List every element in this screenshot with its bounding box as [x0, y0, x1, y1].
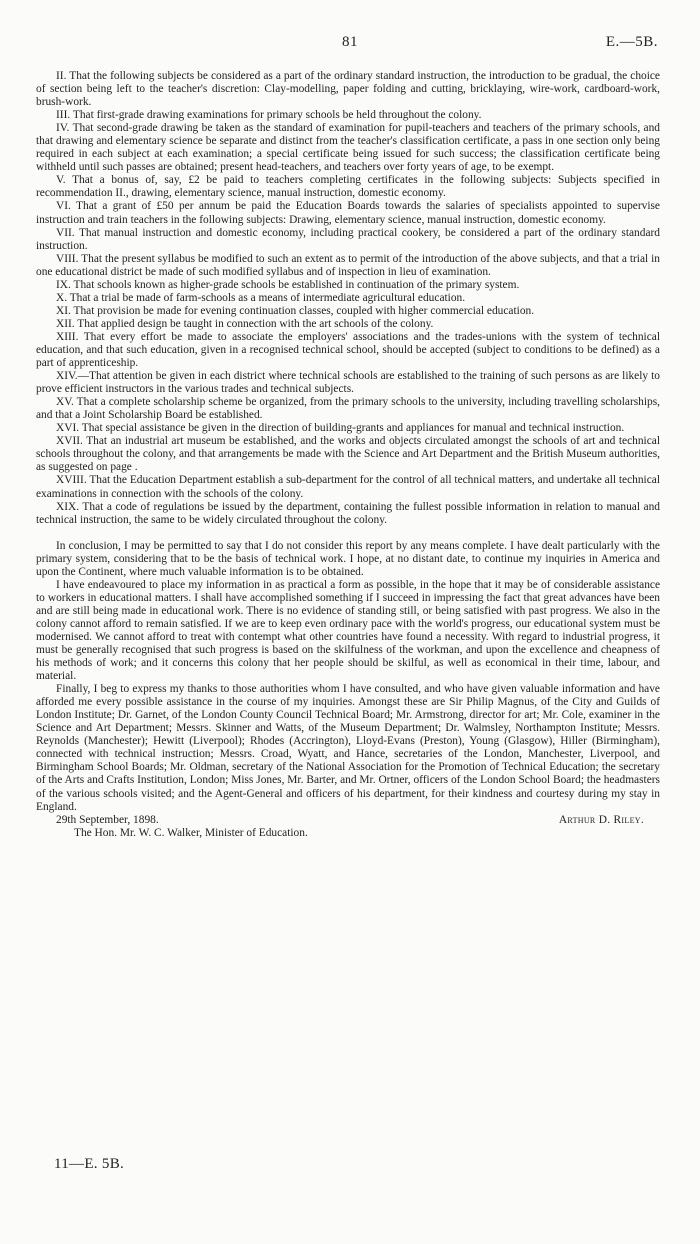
- acknowledgements-paragraph: Finally, I beg to express my thanks to those authorities whom I have consulted, and who have given valuable information and have afforded me every possible assistance in the course of my inquiries. Amongst these are Sir Philip Magnus, of the City and Guilds of London Institute; Dr. Garnet, of the London County Council Technical Board; Mr. Armstrong, director for art; Mr. Cole, examiner in the Science and Art Department; Messrs. Skinner and Watts, of the Museum Department; Dr. Walmsley, Northampton Institute; Messrs. Reynolds (Manchester); Hewitt (Liverpool); Rhodes (Accrington), Lloyd-Evans (Preston), Young (Glasgow), Hiller (Birmingham), connected with technical instruction; Messrs. Croad, Wyatt, and Hance, secretaries of the London, Manchester, Liverpool, and Birmingham School Boards; Mr. Oldman, secretary of the National Association for the Promotion of Technical Education; the secretary of the Arts and Crafts Institution, London; Miss Jones, Mr. Barter, and Mr. Ortner, officers of the London School Board; the headmasters of the various schools visited; and the Agent-General and officers of his department, for their kindness and courtesy during my stay in England.: [36, 683, 660, 813]
- recommendation-15: XV. That a complete scholarship scheme be organized, from the primary schools to the university, including travelling scholarships, and that a Joint Scholarship Board be established.: [36, 396, 660, 422]
- page-number: 81: [342, 34, 358, 50]
- conclusion-section: [36, 540, 660, 814]
- letter-date: 29th September, 1898.: [56, 813, 159, 826]
- recommendation-10: X. That a trial be made of farm-schools as a means of intermediate agricultural education.: [56, 291, 466, 304]
- recommendation-5: V. That a bonus of, say, £2 be paid to teachers completing certificates in the following subjects: Subjects specified in recommendation II., drawing, elementary science, manual instruction, domestic economy.: [36, 174, 660, 200]
- recommendation-17: XVII. That an industrial art museum be established, and the works and objects circulated amongst the schools of art and technical schools throughout the colony, and that arrangements be made with the Science and Art Department and the British Museum authorities, as suggested on page .: [36, 435, 660, 474]
- recommendations-list: [36, 70, 660, 527]
- recommendation-13: XIII. That every effort be made to associate the employers' associations and the trades-unions with the system of technical education, and that such education, given in a recognised technical school, should be accepted (subject to conditions to be defined) as a part of apprenticeship.: [36, 330, 660, 370]
- author-signature: Arthur D. Riley.: [558, 813, 644, 826]
- recommendation-4: IV. That second-grade drawing be taken as the standard of examination for pupil-teachers and teachers of the primary schools, and that drawing and elementary science be separate and distinct from the teacher's classification certificate, a pass in one section only being required in each subject at each examination; a special certificate being issued for such success; the classification certificate being withheld until such passes are obtained; present head-teachers, and teachers over forty years of age, to be exempt.: [36, 122, 660, 174]
- conclusion-paragraph: I have endeavoured to place my information in as practical a form as possible, in the hope that it may be of considerable assistance to workers in educational matters. I shall have accomplished something if I succeed in impressing the fact that great advances have been and are still being made in educational work. There is no evidence of standing still, or being satisfied with past progress. We also in the colony cannot afford to remain satisfied. If we are to keep even ordinary pace with the world's progress, our educational system must be modernised. We cannot afford to treat with contempt what other countries have found a necessity. With regard to industrial progress, it must be generally recognised that such progress is based on the skilfulness of the workman, and upon the excellence and cheapness of his methods of work; and it concerns this colony that her people should be skilful, as well as economical in their time, labour, and material.: [36, 578, 660, 683]
- signoff: [36, 814, 660, 827]
- recommendation-9: IX. That schools known as higher-grade schools be established in continuation of the primary system.: [56, 278, 520, 291]
- recommendation-3: III. That first-grade drawing examinations for primary schools be held throughout the colony.: [56, 109, 482, 122]
- recommendation-18: XVIII. That the Education Department establish a sub-department for the control of all technical matters, and undertake all technical examinations in connection with the schools of the colony.: [36, 474, 660, 500]
- footer-signature-mark: 11—E. 5B.: [54, 1156, 125, 1172]
- recommendation-7: VII. That manual instruction and domestic economy, including practical cookery, be considered a part of the ordinary standard instruction.: [36, 226, 660, 252]
- section-spacer: [36, 527, 660, 540]
- recommendation-8: VIII. That the present syllabus be modified to such an extent as to permit of the introduction of the above subjects, and that a trial in one educational district be made of such modified syllabus and of inspection in lieu of examination.: [36, 252, 660, 278]
- recommendation-19: XIX. That a code of regulations be issued by the department, containing the fullest possible information in relation to manual and technical instruction, the same to be widely circulated throughout the colony.: [36, 500, 660, 526]
- recommendation-6: VI. That a grant of £50 per annum be paid the Education Boards towards the salaries of specialists appointed to supervise instruction and train teachers in the following subjects: Drawing, elementary science, manual instruction, domestic economy.: [36, 200, 660, 226]
- report-body: [36, 70, 660, 840]
- recommendation-11: XI. That provision be made for evening continuation classes, coupled with higher commercial education.: [56, 304, 535, 317]
- recommendation-16: XVI. That special assistance be given in the direction of building-grants and appliances for manual and technical instruction.: [56, 422, 625, 435]
- recommendation-12: XII. That applied design be taught in connection with the art schools of the colony.: [56, 317, 434, 330]
- addressee: The Hon. Mr. W. C. Walker, Minister of Education.: [74, 826, 308, 839]
- conclusion-paragraph: In conclusion, I may be permitted to say that I do not consider this report by any means complete. I have dealt particularly with the primary system, considering that to be the basis of technical work. I hope, at no distant date, to continue my inquiries in America and upon the Continent, where much valuable information is to be obtained.: [36, 539, 660, 578]
- recommendation-2: II. That the following subjects be considered as a part of the ordinary standard instruction, the introduction to be gradual, the choice of section being left to the teacher's discretion: Clay-modelling, paper folding and cutting, bricklaying, wire-work, cardboard-work, brush-work.: [36, 70, 660, 109]
- recommendation-14: XIV.—That attention be given in each district where technical schools are established to the training of such persons as are likely to prove efficient instructors in the various trades and technical subjects.: [36, 370, 660, 396]
- document-reference: E.—5B.: [605, 34, 658, 50]
